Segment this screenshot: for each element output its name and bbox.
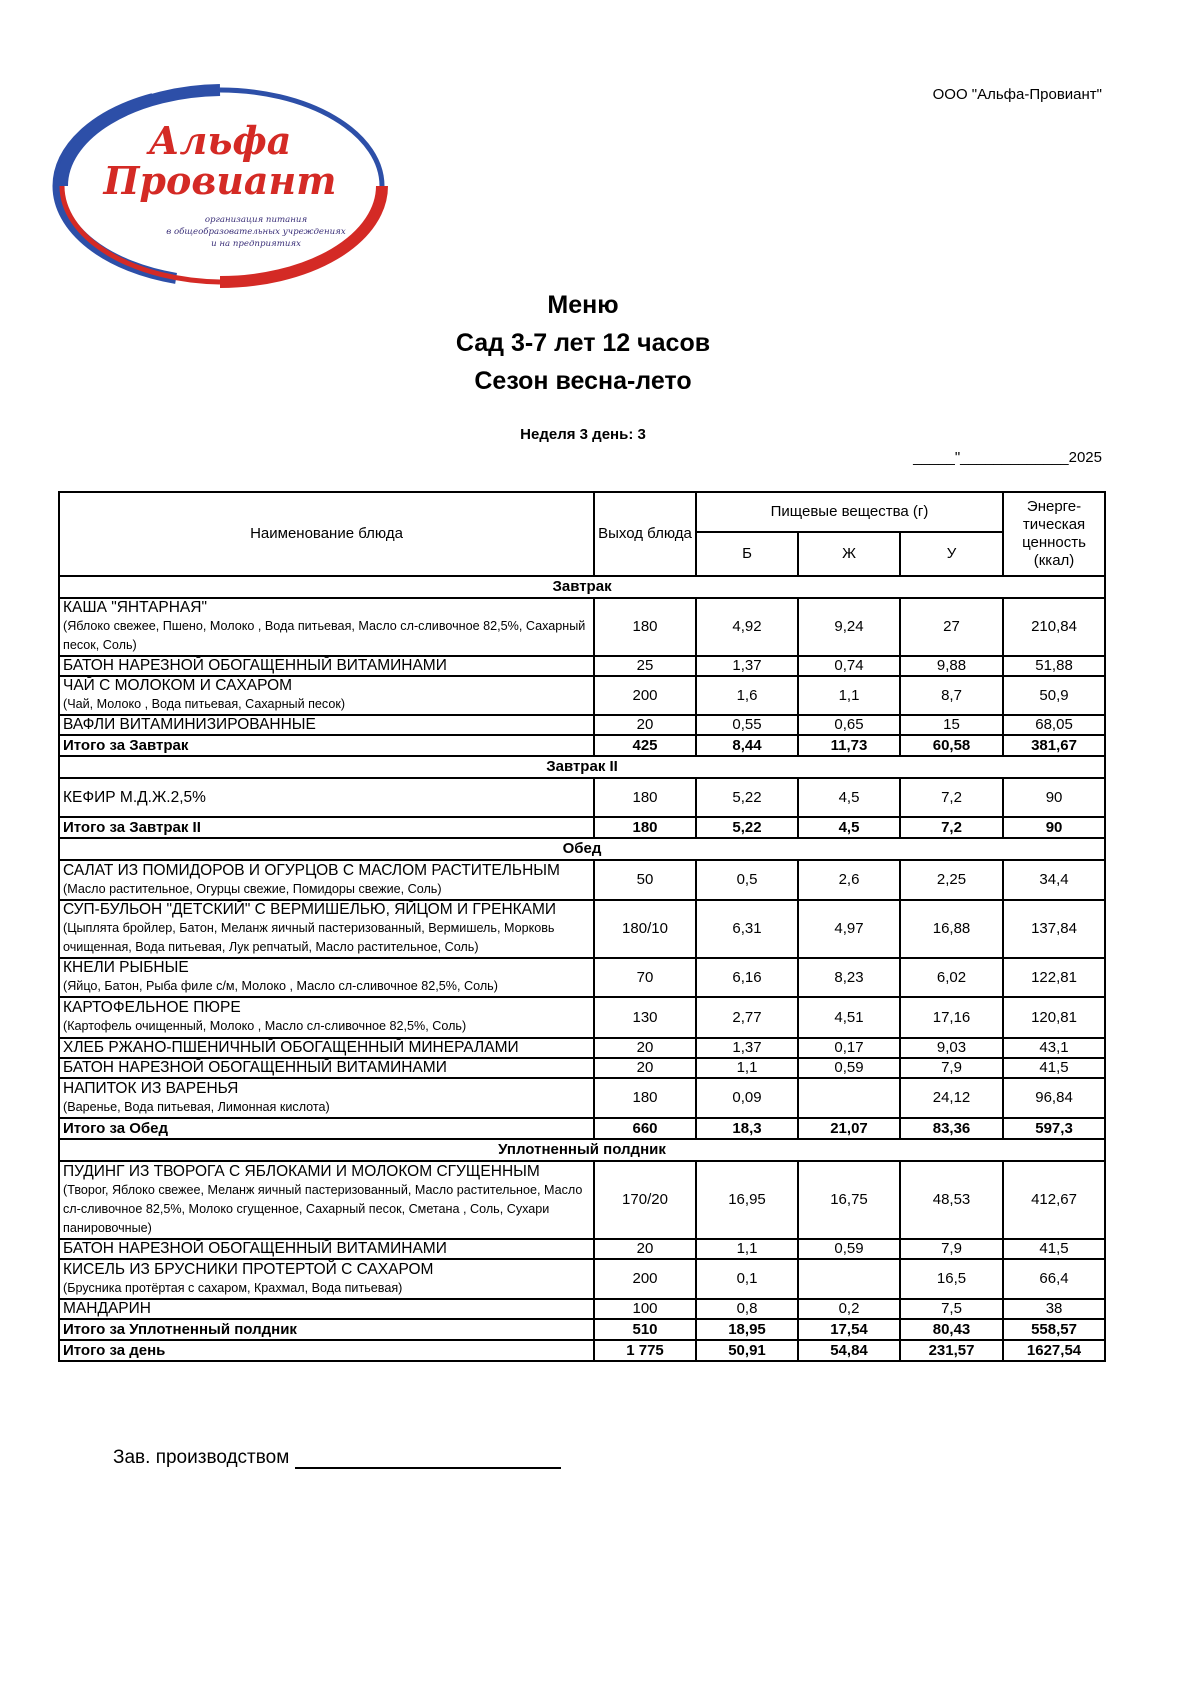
dish-name: ХЛЕБ РЖАНО-ПШЕНИЧНЫЙ ОБОГАЩЕННЫЙ МИНЕРАЛАМИ (63, 1039, 519, 1056)
cell-u: 16,5 (900, 1259, 1003, 1299)
cell-u: 17,16 (900, 997, 1003, 1038)
total-kcal: 90 (1003, 817, 1105, 838)
section-title: Завтрак II (59, 756, 1105, 778)
dish-name: БАТОН НАРЕЗНОЙ ОБОГАЩЕННЫЙ ВИТАМИНАМИ (63, 1059, 447, 1076)
cell-kcal: 68,05 (1003, 715, 1105, 735)
cell-kcal: 51,88 (1003, 656, 1105, 676)
dish-name: НАПИТОК ИЗ ВАРЕНЬЯ (63, 1079, 239, 1097)
dish-cell (59, 715, 594, 735)
dish-name: КНЕЛИ РЫБНЫЕ (63, 959, 189, 976)
dish-name: МАНДАРИН (63, 1300, 151, 1317)
col-u-header: У (900, 532, 1003, 576)
signature-label: Зав. производством (113, 1447, 290, 1468)
cell-zh: 0,2 (798, 1299, 900, 1319)
total-b: 8,44 (696, 735, 798, 756)
cell-zh: 0,17 (798, 1038, 900, 1058)
section-row (59, 576, 1105, 598)
logo-title-1: Альфа (148, 118, 292, 163)
date-line: _____"_____________2025 (913, 449, 1102, 466)
dish-composition: (Творог, Яблоко свежее, Меланж яичный пастеризованный, Масло растительное, Масло сл-сливочное 82,5%, Молоко сгущенное, Сахарный песок, Сметана , Соль, Сухари панировочные) (63, 1182, 583, 1235)
day-total-yield: 1 775 (594, 1340, 696, 1361)
total-u: 60,58 (900, 735, 1003, 756)
dish-name: ЧАЙ С МОЛОКОМ И САХАРОМ (63, 677, 293, 694)
total-u: 7,2 (900, 817, 1003, 838)
cell-zh: 16,75 (798, 1161, 900, 1239)
table-row (59, 958, 1105, 997)
total-row (59, 735, 1105, 756)
total-yield: 510 (594, 1319, 696, 1340)
cell-zh: 0,59 (798, 1058, 900, 1078)
cell-u: 48,53 (900, 1161, 1003, 1239)
cell-b: 1,1 (696, 1239, 798, 1259)
dish-composition: (Цыплята бройлер, Батон, Меланж яичный пастеризованный, Вермишель, Морковь очищенная, Вода питьевая, Лук репчатый, Масло растительное, Соль) (63, 921, 555, 954)
total-row (59, 1118, 1105, 1139)
table-row (59, 1161, 1105, 1239)
cell-u: 7,9 (900, 1239, 1003, 1259)
table-row (59, 1038, 1105, 1058)
cell-u: 24,12 (900, 1078, 1003, 1118)
cell-u: 9,03 (900, 1038, 1003, 1058)
dish-cell (59, 1299, 594, 1319)
total-b: 5,22 (696, 817, 798, 838)
section-title: Обед (59, 838, 1105, 860)
total-label: Итого за Завтрак II (59, 817, 594, 838)
dish-name: БАТОН НАРЕЗНОЙ ОБОГАЩЕННЫЙ ВИТАМИНАМИ (63, 1240, 447, 1257)
cell-yield: 180 (594, 598, 696, 656)
dish-cell (59, 778, 594, 817)
cell-zh: 4,51 (798, 997, 900, 1038)
cell-u: 2,25 (900, 860, 1003, 900)
cell-yield: 130 (594, 997, 696, 1038)
dish-name: БАТОН НАРЕЗНОЙ ОБОГАЩЕННЫЙ ВИТАМИНАМИ (63, 657, 447, 674)
table-row (59, 1078, 1105, 1118)
dish-name: КИСЕЛЬ ИЗ БРУСНИКИ ПРОТЕРТОЙ С САХАРОМ (63, 1260, 434, 1278)
col-energy-header: Энерге-тическая ценность (ккал) (1003, 492, 1105, 576)
cell-b: 0,55 (696, 715, 798, 735)
dish-cell (59, 1058, 594, 1078)
cell-u: 15 (900, 715, 1003, 735)
logo-sub-1: организация питания (204, 215, 308, 225)
cell-yield: 180 (594, 778, 696, 817)
section-row (59, 756, 1105, 778)
cell-u: 9,88 (900, 656, 1003, 676)
cell-yield: 25 (594, 656, 696, 676)
page-subtitle: Сад 3-7 лет 12 часов (455, 329, 711, 357)
dish-composition: (Варенье, Вода питьевая, Лимонная кислота) (63, 1099, 330, 1114)
menu-body (59, 576, 1105, 1361)
cell-b: 0,09 (696, 1078, 798, 1118)
total-kcal: 558,57 (1003, 1319, 1105, 1340)
section-title: Завтрак (59, 576, 1105, 598)
dish-cell (59, 997, 594, 1038)
cell-yield: 20 (594, 1239, 696, 1259)
cell-zh: 0,65 (798, 715, 900, 735)
cell-b: 5,22 (696, 778, 798, 817)
cell-b: 0,5 (696, 860, 798, 900)
cell-u: 6,02 (900, 958, 1003, 997)
total-row (59, 1319, 1105, 1340)
dish-name: САЛАТ ИЗ ПОМИДОРОВ И ОГУРЦОВ С МАСЛОМ РАСТИТЕЛЬНЫМ (63, 861, 560, 879)
logo-sub-2: в общеобразовательных учреждениях (166, 227, 346, 237)
table-row (59, 656, 1105, 676)
menu-table (58, 491, 1106, 1362)
col-name-header: Наименование блюда (59, 492, 594, 576)
dish-composition: (Масло растительное, Огурцы свежие, Помидоры свежие, Соль) (63, 881, 442, 896)
season-title: Сезон весна-лето (474, 367, 692, 395)
table-row (59, 1299, 1105, 1319)
dish-cell (59, 900, 594, 958)
cell-b: 1,37 (696, 1038, 798, 1058)
cell-zh: 9,24 (798, 598, 900, 656)
day-total-zh: 54,84 (798, 1340, 900, 1361)
cell-b: 4,92 (696, 598, 798, 656)
table-row (59, 997, 1105, 1038)
col-nutrients-header: Пищевые вещества (г) (696, 492, 1003, 532)
cell-yield: 70 (594, 958, 696, 997)
section-row (59, 1139, 1105, 1161)
total-yield: 425 (594, 735, 696, 756)
cell-kcal: 120,81 (1003, 997, 1105, 1038)
table-row (59, 1259, 1105, 1299)
logo-sub-3: и на предприятиях (211, 239, 301, 249)
cell-zh: 2,6 (798, 860, 900, 900)
cell-zh: 4,5 (798, 778, 900, 817)
table-row (59, 900, 1105, 958)
total-label: Итого за Обед (59, 1118, 594, 1139)
table-row (59, 860, 1105, 900)
col-yield-header: Выход блюда (594, 492, 696, 576)
table-row (59, 598, 1105, 656)
total-zh: 21,07 (798, 1118, 900, 1139)
day-total-u: 231,57 (900, 1340, 1003, 1361)
logo-title-2: Провиант (103, 158, 337, 203)
dish-name: СУП-БУЛЬОН "ДЕТСКИЙ" С ВЕРМИШЕЛЬЮ, ЯЙЦОМ И ГРЕНКАМИ (63, 901, 557, 918)
total-zh: 17,54 (798, 1319, 900, 1340)
dish-cell (59, 1161, 594, 1239)
cell-kcal: 34,4 (1003, 860, 1105, 900)
cell-kcal: 137,84 (1003, 900, 1105, 958)
cell-u: 7,9 (900, 1058, 1003, 1078)
cell-u: 7,5 (900, 1299, 1003, 1319)
table-row (59, 778, 1105, 817)
cell-kcal: 90 (1003, 778, 1105, 817)
day-total-row (59, 1340, 1105, 1361)
total-u: 80,43 (900, 1319, 1003, 1340)
dish-cell (59, 656, 594, 676)
cell-b: 0,8 (696, 1299, 798, 1319)
cell-zh (798, 1259, 900, 1299)
cell-u: 27 (900, 598, 1003, 656)
page-title: Меню (547, 291, 619, 319)
day-total-label: Итого за день (59, 1340, 594, 1361)
cell-b: 1,1 (696, 1058, 798, 1078)
cell-yield: 200 (594, 1259, 696, 1299)
cell-b: 6,31 (696, 900, 798, 958)
dish-name: КАША "ЯНТАРНАЯ" (63, 599, 207, 616)
table-row (59, 715, 1105, 735)
cell-b: 6,16 (696, 958, 798, 997)
col-b-header: Б (696, 532, 798, 576)
cell-yield: 180/10 (594, 900, 696, 958)
cell-yield: 20 (594, 1058, 696, 1078)
cell-kcal: 38 (1003, 1299, 1105, 1319)
cell-kcal: 41,5 (1003, 1239, 1105, 1259)
dish-cell (59, 598, 594, 656)
total-yield: 180 (594, 817, 696, 838)
dish-cell (59, 1239, 594, 1259)
total-u: 83,36 (900, 1118, 1003, 1139)
cell-u: 8,7 (900, 676, 1003, 715)
cell-yield: 20 (594, 1038, 696, 1058)
cell-zh: 8,23 (798, 958, 900, 997)
total-zh: 4,5 (798, 817, 900, 838)
cell-yield: 180 (594, 1078, 696, 1118)
cell-zh (798, 1078, 900, 1118)
total-yield: 660 (594, 1118, 696, 1139)
dish-composition: (Яблоко свежее, Пшено, Молоко , Вода питьевая, Масло сл-сливочное 82,5%, Сахарный песок, Соль) (63, 619, 586, 652)
table-row (59, 676, 1105, 715)
dish-composition: (Чай, Молоко , Вода питьевая, Сахарный песок) (63, 697, 346, 711)
cell-kcal: 122,81 (1003, 958, 1105, 997)
total-label: Итого за Уплотненный полдник (59, 1319, 594, 1340)
cell-b: 1,6 (696, 676, 798, 715)
section-row (59, 838, 1105, 860)
section-title: Уплотненный полдник (59, 1139, 1105, 1161)
cell-kcal: 412,67 (1003, 1161, 1105, 1239)
week-day: Неделя 3 день: 3 (520, 426, 646, 443)
col-zh-header: Ж (798, 532, 900, 576)
total-row (59, 817, 1105, 838)
cell-kcal: 66,4 (1003, 1259, 1105, 1299)
dish-name: ВАФЛИ ВИТАМИНИЗИРОВАННЫЕ (63, 716, 316, 733)
signature-line (295, 1447, 561, 1469)
table-row (59, 1058, 1105, 1078)
company-name: ООО "Альфа-Провиант" (932, 86, 1102, 103)
cell-yield: 50 (594, 860, 696, 900)
cell-zh: 0,59 (798, 1239, 900, 1259)
dish-composition: (Брусника протёртая с сахаром, Крахмал, Вода питьевая) (63, 1280, 403, 1295)
cell-kcal: 96,84 (1003, 1078, 1105, 1118)
dish-cell (59, 1078, 594, 1118)
dish-composition: (Картофель очищенный, Молоко , Масло сл-сливочное 82,5%, Соль) (63, 1019, 467, 1033)
cell-b: 2,77 (696, 997, 798, 1038)
total-b: 18,3 (696, 1118, 798, 1139)
total-kcal: 597,3 (1003, 1118, 1105, 1139)
cell-kcal: 210,84 (1003, 598, 1105, 656)
signature-block (113, 1447, 561, 1469)
dish-cell (59, 1038, 594, 1058)
cell-b: 16,95 (696, 1161, 798, 1239)
total-label: Итого за Завтрак (59, 735, 594, 756)
table-row (59, 1239, 1105, 1259)
cell-kcal: 50,9 (1003, 676, 1105, 715)
dish-cell (59, 860, 594, 900)
cell-yield: 200 (594, 676, 696, 715)
dish-composition: (Яйцо, Батон, Рыба филе с/м, Молоко , Масло сл-сливочное 82,5%, Соль) (63, 979, 498, 993)
cell-u: 16,88 (900, 900, 1003, 958)
total-kcal: 381,67 (1003, 735, 1105, 756)
cell-zh: 1,1 (798, 676, 900, 715)
dish-cell (59, 676, 594, 715)
dish-name: КЕФИР М.Д.Ж.2,5% (63, 788, 206, 806)
cell-b: 1,37 (696, 656, 798, 676)
cell-u: 7,2 (900, 778, 1003, 817)
cell-zh: 4,97 (798, 900, 900, 958)
dish-cell (59, 1259, 594, 1299)
dish-name: ПУДИНГ ИЗ ТВОРОГА С ЯБЛОКАМИ И МОЛОКОМ СГУЩЕННЫМ (63, 1162, 540, 1180)
total-b: 18,95 (696, 1319, 798, 1340)
total-zh: 11,73 (798, 735, 900, 756)
cell-b: 0,1 (696, 1259, 798, 1299)
cell-kcal: 41,5 (1003, 1058, 1105, 1078)
cell-yield: 20 (594, 715, 696, 735)
dish-name: КАРТОФЕЛЬНОЕ ПЮРЕ (63, 999, 241, 1016)
cell-yield: 170/20 (594, 1161, 696, 1239)
day-total-b: 50,91 (696, 1340, 798, 1361)
cell-zh: 0,74 (798, 656, 900, 676)
cell-yield: 100 (594, 1299, 696, 1319)
cell-kcal: 43,1 (1003, 1038, 1105, 1058)
day-total-kcal: 1627,54 (1003, 1340, 1105, 1361)
dish-cell (59, 958, 594, 997)
company-logo (52, 82, 388, 292)
